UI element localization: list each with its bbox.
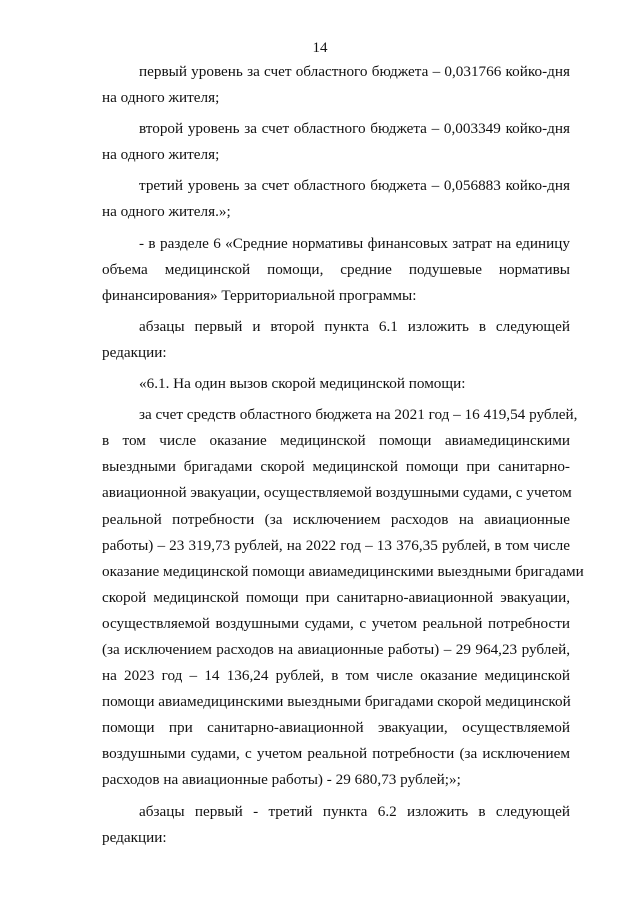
paragraph-line: реальной потребности (за исключением расходов на авиационные <box>102 510 570 528</box>
paragraph-line: за счет средств областного бюджета на 2021 год – 16 419,54 рублей, <box>139 406 578 424</box>
paragraph-line: (за исключением расходов на авиационные работы) – 29 964,23 рублей, <box>102 640 570 658</box>
paragraph-line: в том числе оказание медицинской помощи авиамедицинскими <box>102 432 570 450</box>
paragraph <box>102 231 570 309</box>
document-body <box>102 59 584 856</box>
paragraph <box>102 59 570 111</box>
paragraph <box>102 173 570 225</box>
paragraph-line: на 2023 год – 14 136,24 рублей, в том числе оказание медицинской <box>102 667 570 685</box>
paragraph-line: скорой медицинской помощи при санитарно-авиационной эвакуации, <box>102 588 570 606</box>
paragraph-line: редакции: <box>102 343 167 361</box>
paragraph-line: авиационной эвакуации, осуществляемой воздушными судами, с учетом <box>102 484 572 502</box>
paragraph-line: «6.1. На один вызов скорой медицинской помощи: <box>139 375 466 393</box>
paragraph-line: первый уровень за счет областного бюджета – 0,031766 койко-дня <box>139 63 570 80</box>
paragraph <box>102 402 584 793</box>
paragraph-line: второй уровень за счет областного бюджета – 0,003349 койко-дня <box>139 120 570 138</box>
page-number: 14 <box>312 40 328 56</box>
paragraph-line: оказание медицинской помощи авиамедицинскими выездными бригадами <box>102 562 584 580</box>
paragraph-line: расходов на авиационные работы) - 29 680,73 рублей;»; <box>102 771 461 789</box>
paragraph-line: на одного жителя; <box>102 146 220 164</box>
paragraph-line: помощи при санитарно-авиационной эвакуации, осуществляемой <box>102 719 570 737</box>
paragraph-line: работы) – 23 319,73 рублей, на 2022 год – 13 376,35 рублей, в том числе <box>102 536 570 554</box>
paragraph-line: абзацы первый и второй пункта 6.1 изложить в следующей <box>139 317 570 335</box>
paragraph-line: абзацы первый - третий пункта 6.2 изложить в следующей <box>139 802 570 820</box>
paragraph-line: воздушными судами, с учетом реальной потребности (за исключением <box>102 745 570 763</box>
paragraph <box>102 799 570 851</box>
paragraph-line: выездными бригадами скорой медицинской помощи при санитарно- <box>102 458 570 476</box>
paragraph-line: редакции: <box>102 828 167 846</box>
paragraph-line: объема медицинской помощи, средние подушевые нормативы <box>102 260 570 278</box>
paragraph-line: помощи авиамедицинскими выездными бригадами скорой медицинской <box>102 693 571 711</box>
paragraph <box>102 371 570 397</box>
paragraph-line: - в разделе 6 «Средние нормативы финансовых затрат на единицу <box>139 234 570 252</box>
paragraph-line: на одного жителя.»; <box>102 203 231 221</box>
paragraph-line: осуществляемой воздушными судами, с учетом реальной потребности <box>102 614 570 632</box>
paragraph-line: на одного жителя; <box>102 89 220 107</box>
paragraph-line: финансирования» Территориальной программы: <box>102 286 417 304</box>
paragraph-line: третий уровень за счет областного бюджета – 0,056883 койко-дня <box>139 177 570 195</box>
paragraph <box>102 314 570 366</box>
paragraph <box>102 116 570 168</box>
